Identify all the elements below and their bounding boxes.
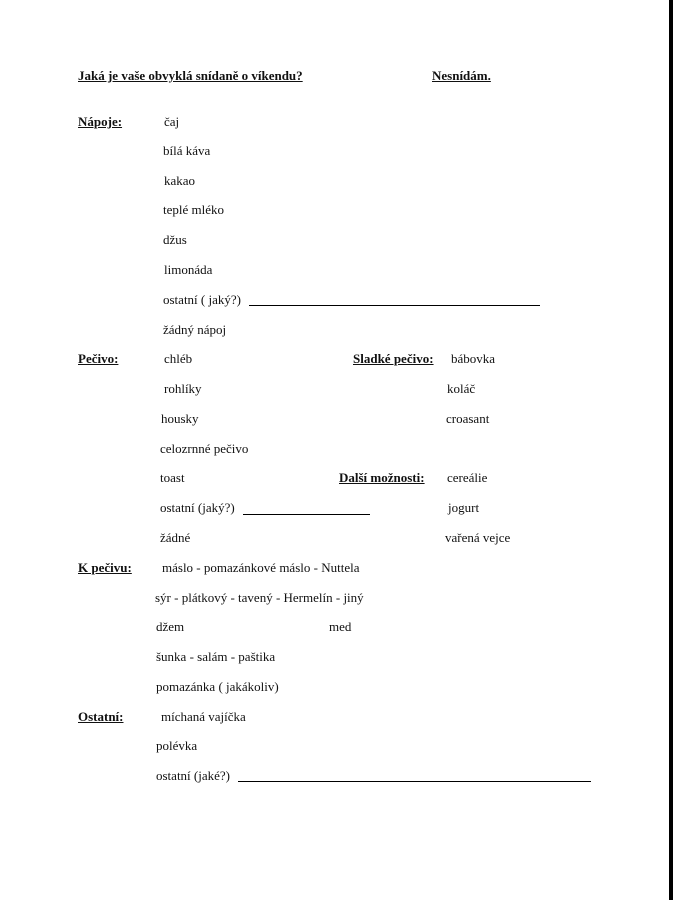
drink-tea[interactable]: čaj [164,114,180,129]
drink-other[interactable]: ostatní ( jaký?) [163,292,241,307]
others-label: Ostatní: [78,709,124,724]
pastry-none[interactable]: žádné [160,530,191,545]
others-other[interactable]: ostatní (jaké?) [156,768,230,783]
drink-warm-milk[interactable]: teplé mléko [163,202,225,217]
pastry-bread[interactable]: chléb [164,351,193,366]
drink-none[interactable]: žádný nápoj [163,322,227,337]
drink-lemonade[interactable]: limonáda [164,262,213,277]
with-pastry-cheese-line[interactable]: sýr - plátkový - tavený - Hermelín - jiný [155,590,364,605]
pastry-other[interactable]: ostatní (jaký?) [160,500,235,515]
other-option-boiled-eggs[interactable]: vařená vejce [445,530,511,545]
with-pastry-honey[interactable]: med [329,619,352,634]
page-edge [669,0,673,900]
drink-white-coffee[interactable]: bílá káva [163,143,211,158]
with-pastry-spread[interactable]: pomazánka ( jakákoliv) [156,679,279,694]
others-soup[interactable]: polévka [156,738,198,753]
with-pastry-butter-line[interactable]: máslo - pomazánkové máslo - Nuttela [162,560,360,575]
no-breakfast-option[interactable]: Nesnídám. [432,68,491,83]
sweet-pastry-babovka[interactable]: bábovka [451,351,496,366]
pastry-wholegrain[interactable]: celozrnné pečivo [160,441,249,456]
other-option-yogurt[interactable]: jogurt [448,500,480,515]
pastry-buns[interactable]: housky [161,411,199,426]
other-option-cereal[interactable]: cereálie [447,470,488,485]
with-pastry-jam[interactable]: džem [156,619,185,634]
pastry-toast[interactable]: toast [160,470,185,485]
others-scrambled-eggs[interactable]: míchaná vajíčka [161,709,246,724]
sweet-pastry-kolac[interactable]: koláč [447,381,476,396]
other-options-label: Další možnosti: [339,470,425,485]
others-other-answer-line[interactable] [238,781,591,782]
question-heading: Jaká je vaše obvyklá snídaně o víkendu? [78,68,303,83]
sweet-pastry-label: Sladké pečivo: [353,351,434,366]
drink-cocoa[interactable]: kakao [164,173,196,188]
drink-juice[interactable]: džus [163,232,187,247]
with-pastry-label: K pečivu: [78,560,132,575]
pastry-rolls[interactable]: rohlíky [164,381,202,396]
pastry-label: Pečivo: [78,351,119,366]
pastry-other-answer-line[interactable] [243,514,370,515]
sweet-pastry-croissant[interactable]: croasant [446,411,490,426]
drinks-label: Nápoje: [78,114,123,129]
drink-other-answer-line[interactable] [249,305,540,306]
with-pastry-meat-line[interactable]: šunka - salám - paštika [156,649,276,664]
